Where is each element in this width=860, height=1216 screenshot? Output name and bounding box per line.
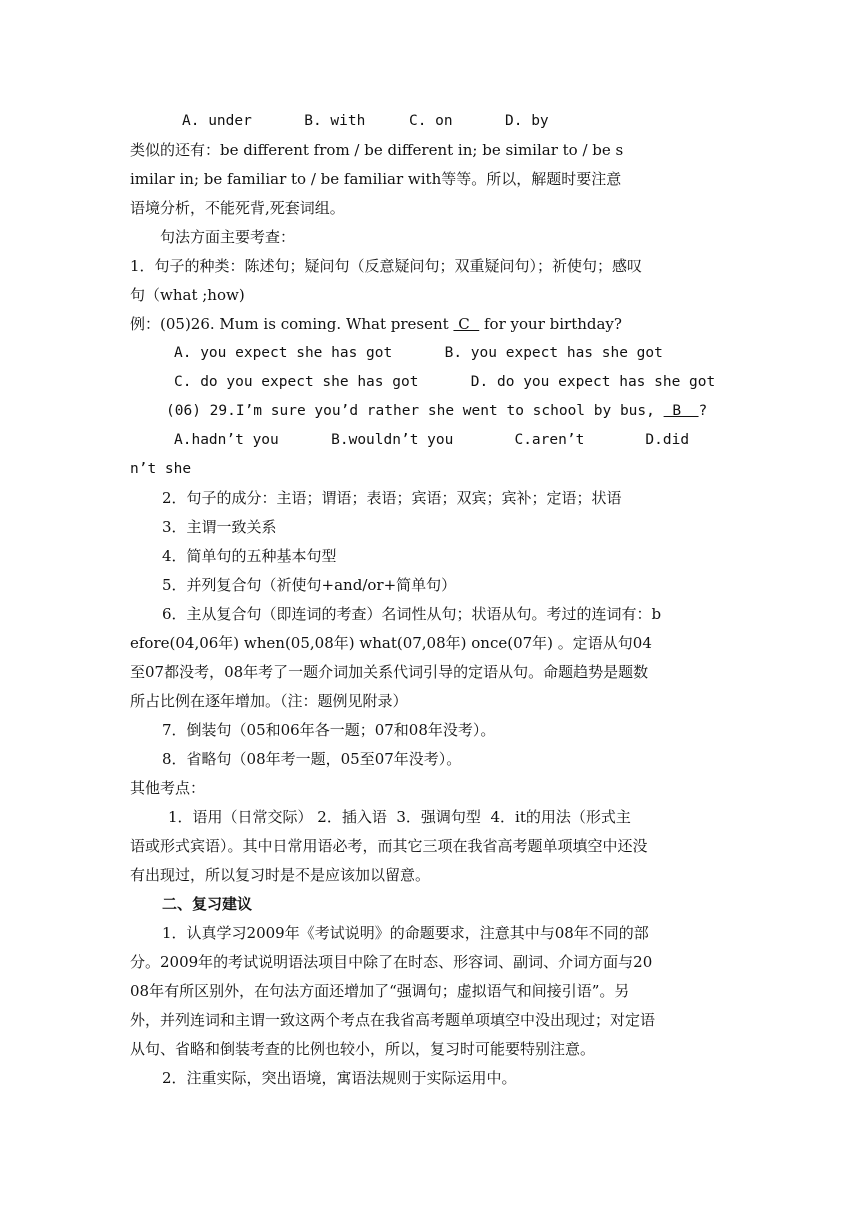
option-line: n’t she <box>130 461 192 477</box>
section-heading: 二、复习建议 <box>162 895 253 913</box>
paragraph-line: 所占比例在逐年增加。（注：题例见附录） <box>130 692 408 710</box>
paragraph-line: 分。2009年的考试说明语法项目中除了在时态、形容词、副词、介词方面与20 <box>130 953 653 971</box>
paragraph-line: 句法方面主要考查： <box>160 228 296 246</box>
paragraph-line: 语境分析，不能死背,死套词组。 <box>130 199 345 217</box>
question-text: ? <box>698 403 708 419</box>
paragraph-line: 句（what ;how) <box>130 286 245 304</box>
paragraph-line: 外，并列连词和主谓一致这两个考点在我省高考题单项填空中没出现过；对定语 <box>130 1011 656 1029</box>
paragraph-line: 语或形式宾语）。其中日常用语必考，而其它三项在我省高考题单项填空中还没 <box>130 837 648 855</box>
option-line: C. do you expect she has got D. do you expect has she got <box>174 374 716 390</box>
option-line: A.hadn’t you B.wouldn’t you C.aren’t D.did <box>174 432 690 448</box>
paragraph-line: 08年有所区别外，在句法方面还增加了“强调句；虚拟语气和间接引语”。另 <box>130 982 630 1000</box>
paragraph-line: efore(04,06年) when(05,08年) what(07,08年) once(07年) 。定语从句04 <box>130 634 652 652</box>
list-item: 2．句子的成分：主语；谓语；表语；宾语；双宾；宾补；定语；状语 <box>162 489 622 507</box>
question-text: 例：(05)26. Mum is coming. What present <box>130 315 454 333</box>
paragraph-line: imilar in; be familiar to / be familiar with等等。所以，解题时要注意 <box>130 170 622 188</box>
answer-blank: B <box>663 403 699 419</box>
paragraph-line: 类似的还有：be different from / be different in; be similar to / be s <box>130 141 624 159</box>
list-item: 6．主从复合句（即连词的考查）名词性从句；状语从句。考过的连词有：b <box>162 605 662 623</box>
example-question <box>130 310 622 339</box>
answer-blank: C <box>453 315 480 333</box>
list-item: 3．主谓一致关系 <box>162 518 277 536</box>
list-item: 8．省略句（08年考一题，05至07年没考）。 <box>162 750 462 768</box>
paragraph-line: 1．句子的种类：陈述句；疑问句（反意疑问句；双重疑问句）；祈使句；感叹 <box>130 257 643 275</box>
list-item: 7．倒装句（05和06年各一题；07和08年没考）。 <box>162 721 496 739</box>
paragraph-line: 至07都没考，08年考了一题介词加关系代词引导的定语从句。命题趋势是题数 <box>130 663 649 681</box>
question-text: for your birthday? <box>479 315 622 333</box>
paragraph-line: 1．认真学习2009年《考试说明》的命题要求，注意其中与08年不同的部 <box>162 924 649 942</box>
option-line: A. you expect she has got B. you expect has she got <box>174 345 663 361</box>
paragraph-line: 从句、省略和倒装考查的比例也较小，所以，复习时可能要特别注意。 <box>130 1040 596 1058</box>
list-item: 4．简单句的五种基本句型 <box>162 547 337 565</box>
question-text: (06) 29.I’m sure you’d rather she went to school by bus, <box>166 403 664 419</box>
list-item: 2．注重实际，突出语境，寓语法规则于实际运用中。 <box>162 1069 517 1087</box>
paragraph-line: 有出现过，所以复习时是不是应该加以留意。 <box>130 866 431 884</box>
option-line: A. under B. with C. on D. by <box>182 113 549 129</box>
list-item: 5．并列复合句（祈使句+and/or+简单句） <box>162 576 457 594</box>
paragraph-line: 1．语用（日常交际） 2．插入语 3．强调句型 4．it的用法（形式主 <box>168 808 631 826</box>
section-label: 其他考点： <box>130 779 206 797</box>
example-question <box>166 397 707 426</box>
